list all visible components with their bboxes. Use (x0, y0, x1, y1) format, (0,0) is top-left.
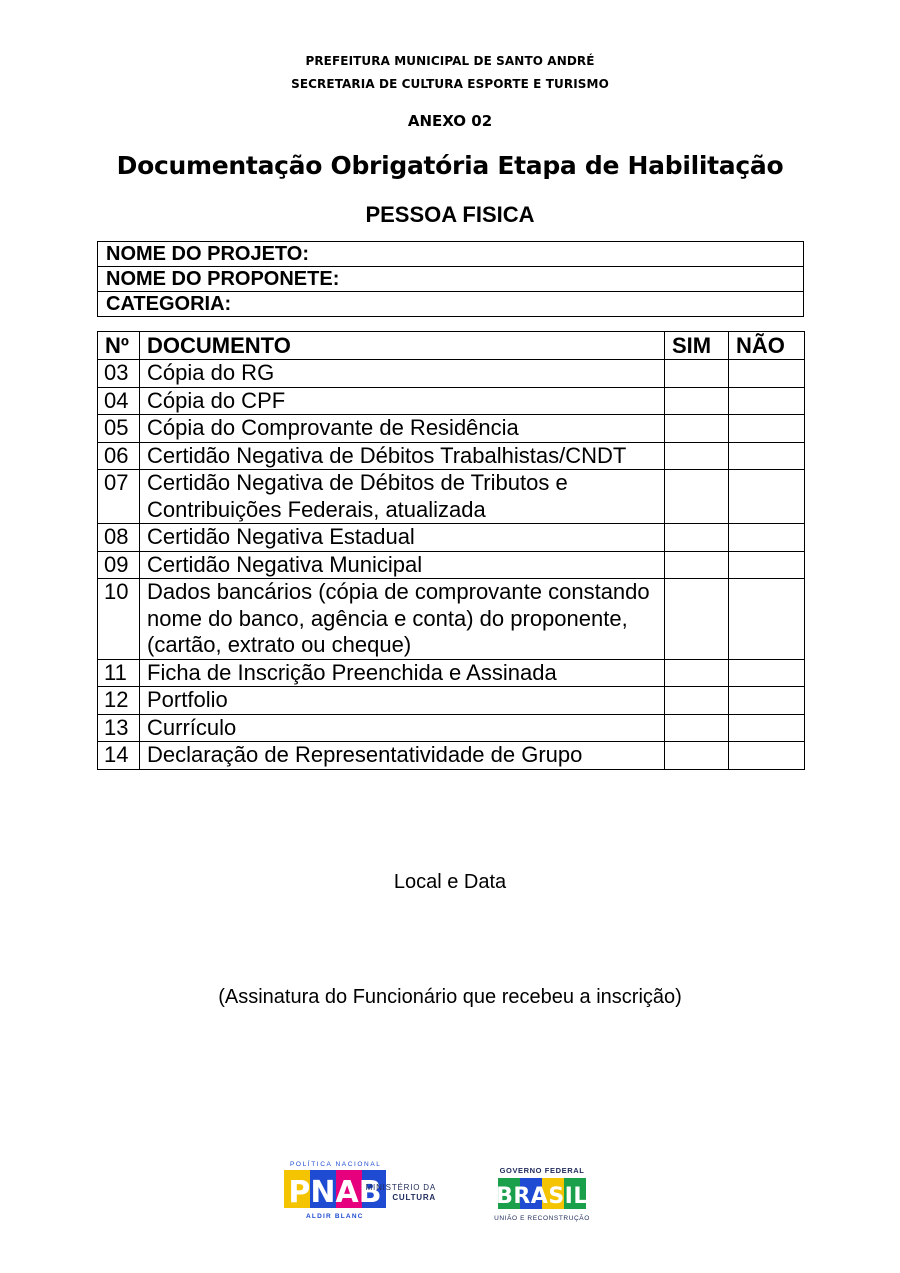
no-check-cell[interactable] (729, 415, 805, 443)
no-check-cell[interactable] (729, 470, 805, 524)
yes-check-cell[interactable] (665, 387, 729, 415)
row-document: Declaração de Representatividade de Grupo (140, 742, 665, 770)
place-date-label: Local e Data (393, 871, 507, 893)
row-num: 13 (98, 714, 140, 742)
row-num: 06 (98, 442, 140, 470)
pnab-bottom-text: ALDIR BLANC (306, 1213, 364, 1220)
annex-label: ANEXO 02 (407, 112, 493, 130)
no-check-cell[interactable] (729, 659, 805, 687)
row-num: 03 (98, 360, 140, 388)
row-document: Ficha de Inscrição Preenchida e Assinada (140, 659, 665, 687)
row-num: 11 (98, 659, 140, 687)
yes-check-cell[interactable] (665, 470, 729, 524)
yes-check-cell[interactable] (665, 687, 729, 715)
page-title: Documentação Obrigatória Etapa de Habilitação (116, 151, 784, 180)
yes-check-cell[interactable] (665, 714, 729, 742)
gov-line1: GOVERNO FEDERAL (499, 1166, 585, 1175)
table-row (98, 524, 805, 552)
no-check-cell[interactable] (729, 714, 805, 742)
proponent-name-field[interactable]: NOME DO PROPONETE: (98, 267, 804, 292)
ministry-line1: MINISTÉRIO DA (365, 1183, 436, 1192)
row-document: Dados bancários (cópia de comprovante constando nome do banco, agência e conta) do proponente, (cartão, extrato ou cheque) (140, 579, 665, 660)
row-num: 04 (98, 387, 140, 415)
row-num: 10 (98, 579, 140, 660)
table-row (98, 415, 805, 443)
header-prefeitura: PREFEITURA MUNICIPAL DE SANTO ANDRÉ (305, 54, 595, 68)
yes-check-cell[interactable] (665, 415, 729, 443)
row-document: Cópia do RG (140, 360, 665, 388)
table-row (98, 470, 805, 524)
employee-signature-label: (Assinatura do Funcionário que recebeu a inscrição) (218, 986, 682, 1008)
table-row (98, 579, 805, 660)
yes-check-cell[interactable] (665, 524, 729, 552)
no-check-cell[interactable] (729, 442, 805, 470)
no-check-cell[interactable] (729, 387, 805, 415)
table-row (98, 714, 805, 742)
row-document: Cópia do CPF (140, 387, 665, 415)
footer-logos (284, 1158, 624, 1224)
table-row (98, 442, 805, 470)
yes-check-cell[interactable] (665, 659, 729, 687)
row-document: Certidão Negativa de Débitos de Tributos e Contribuições Federais, atualizada (140, 470, 665, 524)
no-check-cell[interactable] (729, 524, 805, 552)
brasil-word: BRASIL (496, 1184, 588, 1209)
row-num: 05 (98, 415, 140, 443)
row-document: Cópia do Comprovante de Residência (140, 415, 665, 443)
row-document: Certidão Negativa Estadual (140, 524, 665, 552)
row-num: 14 (98, 742, 140, 770)
row-num: 09 (98, 551, 140, 579)
no-check-cell[interactable] (729, 551, 805, 579)
header-num: Nº (98, 332, 140, 360)
row-num: 12 (98, 687, 140, 715)
pnab-top-text: POLÍTICA NACIONAL (290, 1161, 382, 1168)
documents-table (97, 331, 805, 770)
project-info-table (97, 241, 804, 317)
table-row (98, 687, 805, 715)
no-check-cell[interactable] (729, 360, 805, 388)
table-row (98, 360, 805, 388)
no-check-cell[interactable] (729, 579, 805, 660)
yes-check-cell[interactable] (665, 579, 729, 660)
header-no: NÃO (729, 332, 805, 360)
row-num: 08 (98, 524, 140, 552)
table-row (98, 659, 805, 687)
table-row (98, 742, 805, 770)
gov-line2: UNIÃO E RECONSTRUÇÃO (494, 1215, 590, 1222)
gov-brasil-logo (494, 1166, 590, 1222)
table-row (98, 551, 805, 579)
table-row (98, 387, 805, 415)
yes-check-cell[interactable] (665, 360, 729, 388)
row-document: Portfolio (140, 687, 665, 715)
yes-check-cell[interactable] (665, 742, 729, 770)
row-document: Certidão Negativa Municipal (140, 551, 665, 579)
header-secretaria: SECRETARIA DE CULTURA ESPORTE E TURISMO (291, 77, 609, 91)
yes-check-cell[interactable] (665, 442, 729, 470)
no-check-cell[interactable] (729, 742, 805, 770)
project-name-field[interactable]: NOME DO PROJETO: (98, 242, 804, 267)
table-header-row (98, 332, 805, 360)
header-document: DOCUMENTO (140, 332, 665, 360)
header-yes: SIM (665, 332, 729, 360)
ministry-line2: CULTURA (392, 1193, 436, 1202)
page-subtitle: PESSOA FISICA (365, 202, 535, 227)
row-num: 07 (98, 470, 140, 524)
row-document: Currículo (140, 714, 665, 742)
yes-check-cell[interactable] (665, 551, 729, 579)
row-document: Certidão Negativa de Débitos Trabalhistas/CNDT (140, 442, 665, 470)
category-field[interactable]: CATEGORIA: (98, 292, 804, 317)
no-check-cell[interactable] (729, 687, 805, 715)
pnab-word: PNAB (288, 1175, 382, 1210)
